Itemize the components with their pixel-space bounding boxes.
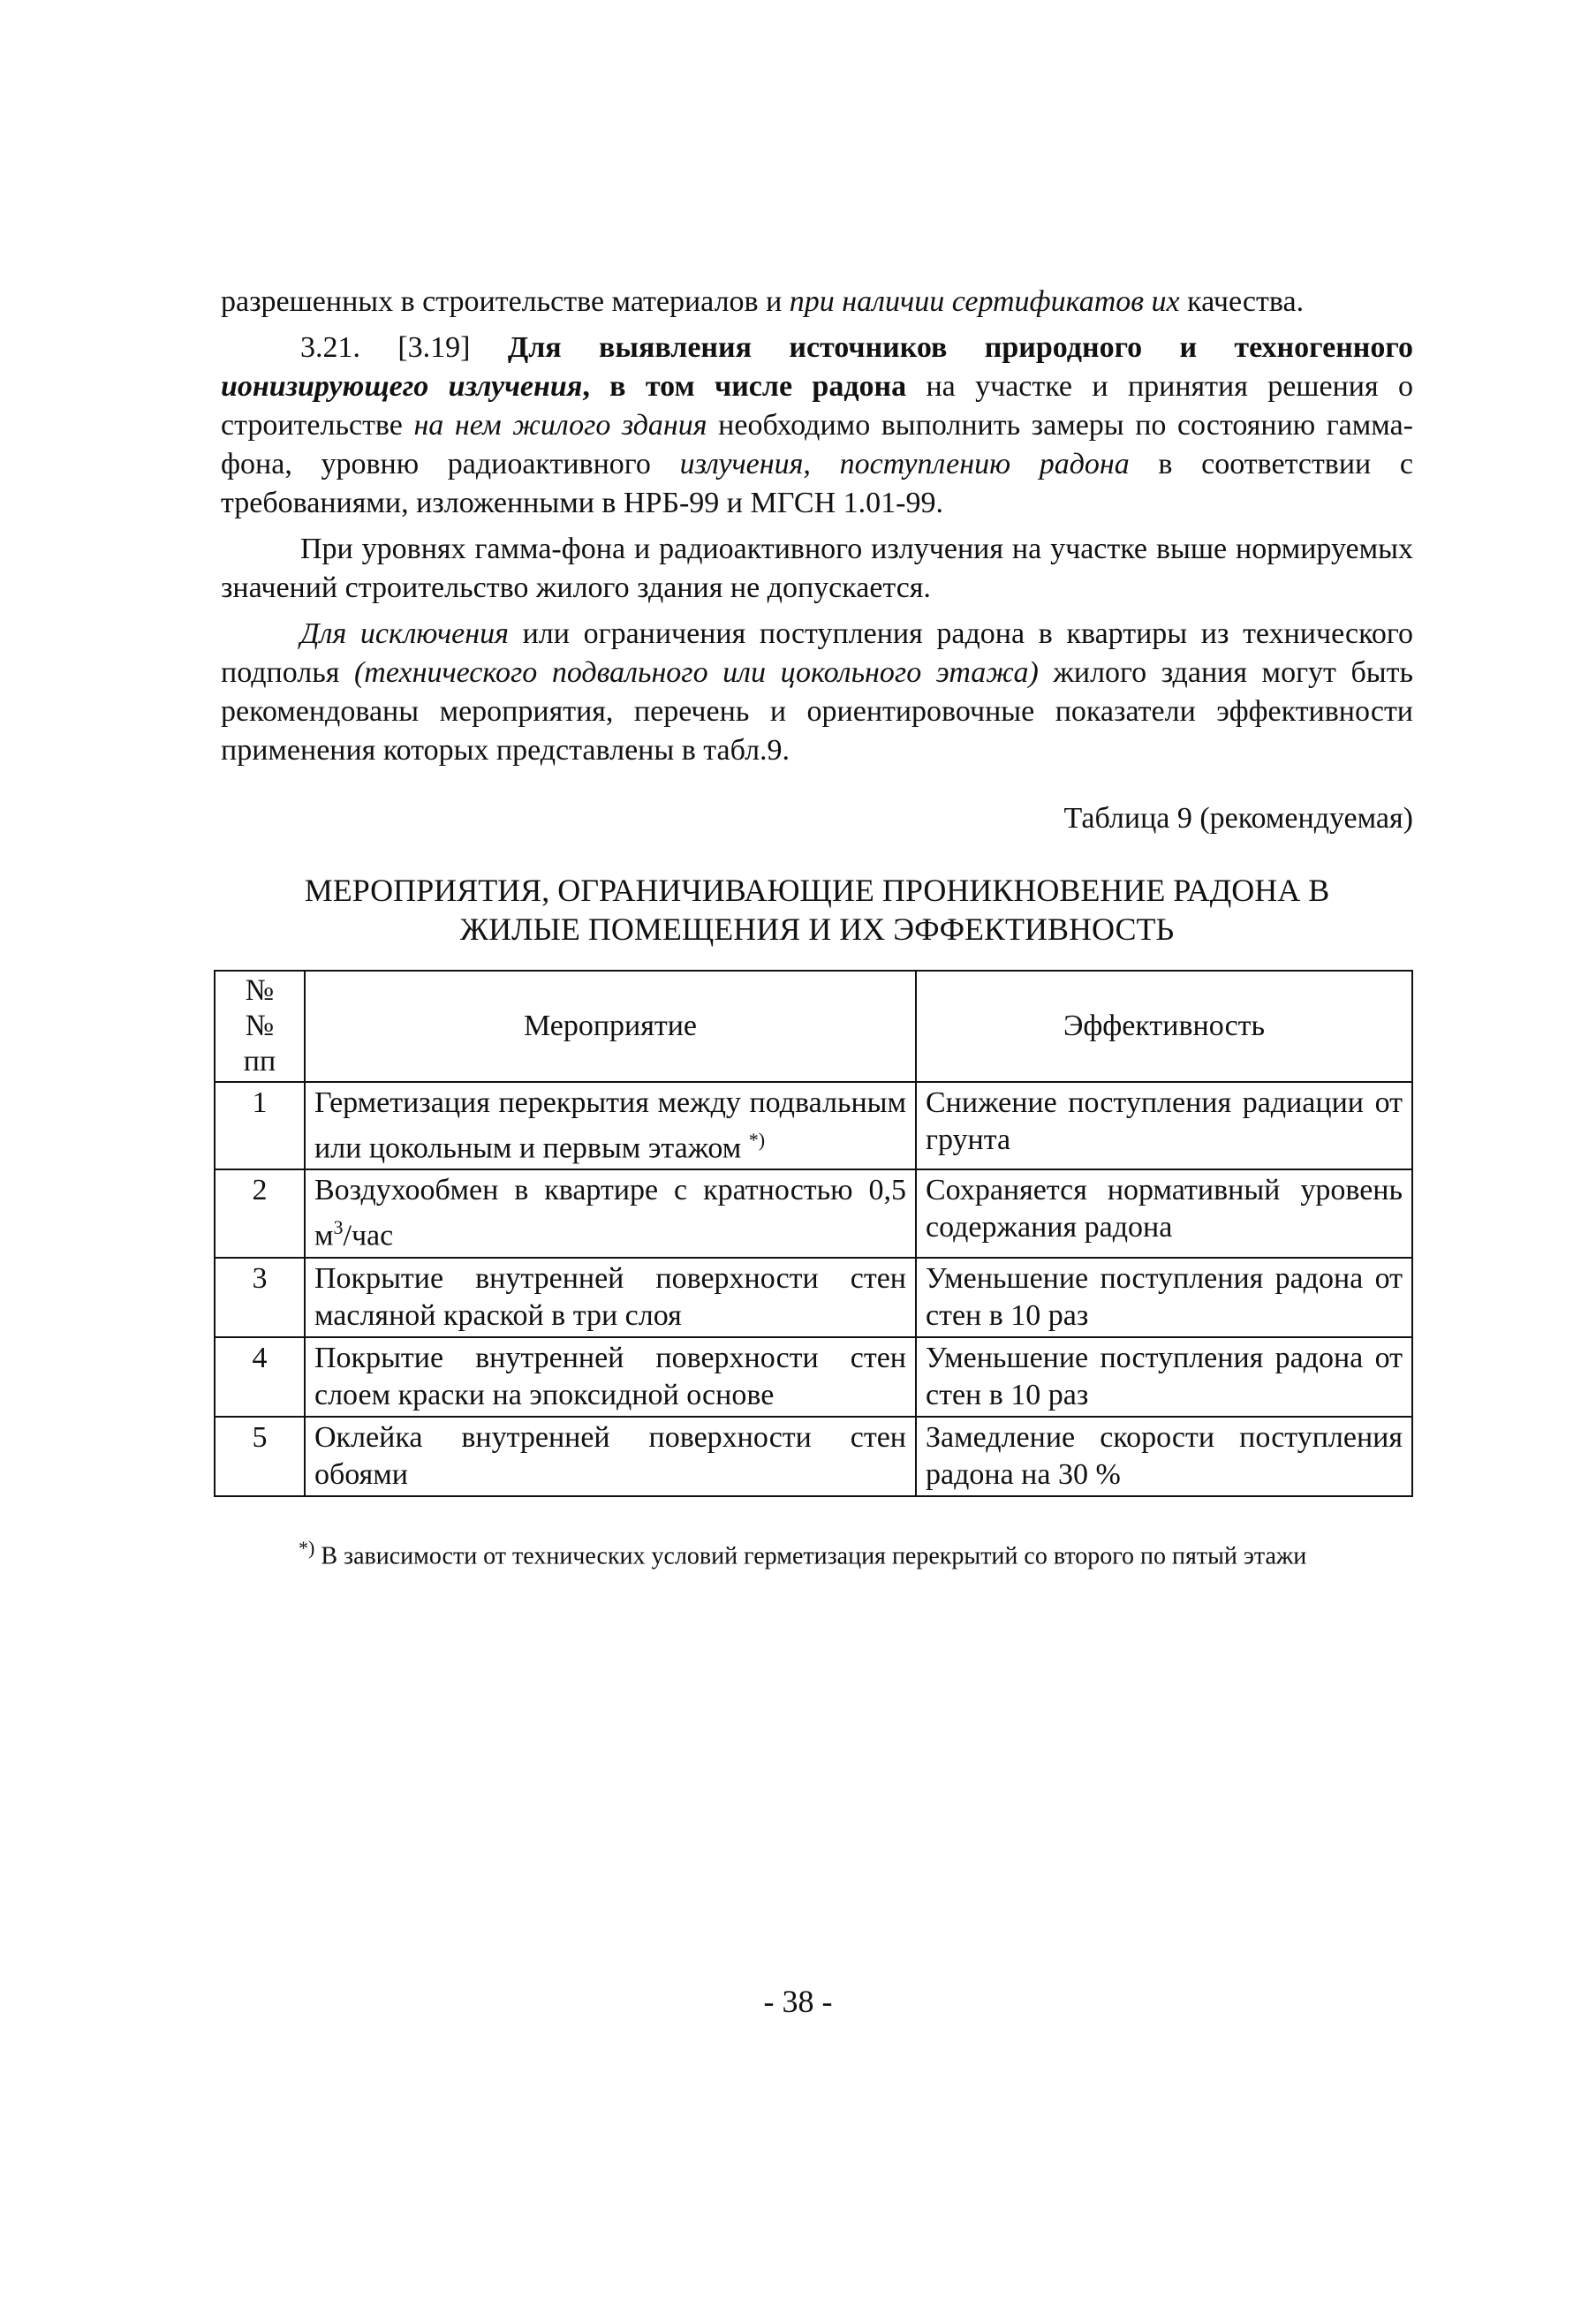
row-effectiveness: Уменьшение поступления радона от стен в 10 раз	[916, 1337, 1412, 1417]
table-row	[215, 1082, 1412, 1169]
header-effectiveness: Эффективность	[916, 971, 1412, 1082]
header-number: № № пп	[215, 971, 305, 1082]
row-effectiveness: Сохраняется нормативный уровень содержания радона	[916, 1169, 1412, 1257]
row-effectiveness: Снижение поступления радиации от грунта	[916, 1082, 1412, 1169]
row-number: 5	[215, 1417, 305, 1496]
row-measure: Покрытие внутренней поверхности стен масляной краской в три слоя	[305, 1258, 916, 1337]
table-caption: Таблица 9 (рекомендуемая)	[1063, 802, 1413, 835]
paragraph-3-21: 3.21. [3.19] Для выявления источников природного и техногенного ионизирующего излучения, в том числе радона на участке и принятия решения о строительстве на нем жилого здания необходимо выполнить замеры по состоянию гамма-фона, уровню радиоактивного излучения, поступлению радона в соответствии с требованиями, изложенными в НРБ-99 и МГСН 1.01-99.	[221, 331, 1413, 519]
row-number: 1	[215, 1082, 305, 1169]
footnote-mark: *)	[299, 1536, 315, 1559]
row-measure: Герметизация перекрытия между подвальным или цокольным и первым этажом *)	[305, 1082, 916, 1169]
footnote-text: В зависимости от технических условий герметизация перекрытий со второго по пятый этажи	[321, 1541, 1307, 1570]
row-number: 3	[215, 1258, 305, 1337]
measures-table	[214, 970, 1413, 1497]
row-measure: Покрытие внутренней поверхности стен слоем краски на эпоксидной основе	[305, 1337, 916, 1417]
header-measure: Мероприятие	[305, 971, 916, 1082]
table-row	[215, 1337, 1412, 1417]
table-title: МЕРОПРИЯТИЯ, ОГРАНИЧИВАЮЩИЕ ПРОНИКНОВЕНИЕ РАДОНА В ЖИЛЫЕ ПОМЕЩЕНИЯ И ИХ ЭФФЕКТИВНОСТЬ	[304, 873, 1330, 947]
clause-number: 3.21. [3.19]	[300, 331, 508, 364]
page-number: - 38 -	[763, 1984, 833, 2019]
table-row	[215, 1258, 1412, 1337]
paragraph-radon-measures: Для исключения или ограничения поступления радона в квартиры из технического подполья (технического подвального или цокольного этажа) жилого здания могут быть рекомендованы мероприятия, перечень и ориентировочные показатели эффективности применения которых представлены в табл.9.	[221, 617, 1413, 767]
table-header-row	[215, 971, 1412, 1082]
table-row	[215, 1417, 1412, 1496]
row-number: 4	[215, 1337, 305, 1417]
row-effectiveness: Замедление скорости поступления радона на 30 %	[916, 1417, 1412, 1496]
table-row	[215, 1169, 1412, 1257]
row-effectiveness: Уменьшение поступления радона от стен в 10 раз	[916, 1258, 1412, 1337]
row-measure: Воздухообмен в квартире с кратностью 0,5 $м^3$/час	[305, 1169, 916, 1257]
row-number: 2	[215, 1169, 305, 1257]
row-measure: Оклейка внутренней поверхности стен обоями	[305, 1417, 916, 1496]
footnote-mark: *)	[748, 1129, 766, 1151]
paragraph-gamma-level: При уровнях гамма-фона и радиоактивного излучения на участке выше нормируемых значений строительство жилого здания не допускается.	[221, 533, 1413, 604]
document-page	[221, 283, 1413, 1572]
paragraph-continuation: разрешенных в строительстве материалов и при наличии сертификатов их качества.	[221, 285, 1305, 318]
footnote	[299, 1532, 1413, 1572]
